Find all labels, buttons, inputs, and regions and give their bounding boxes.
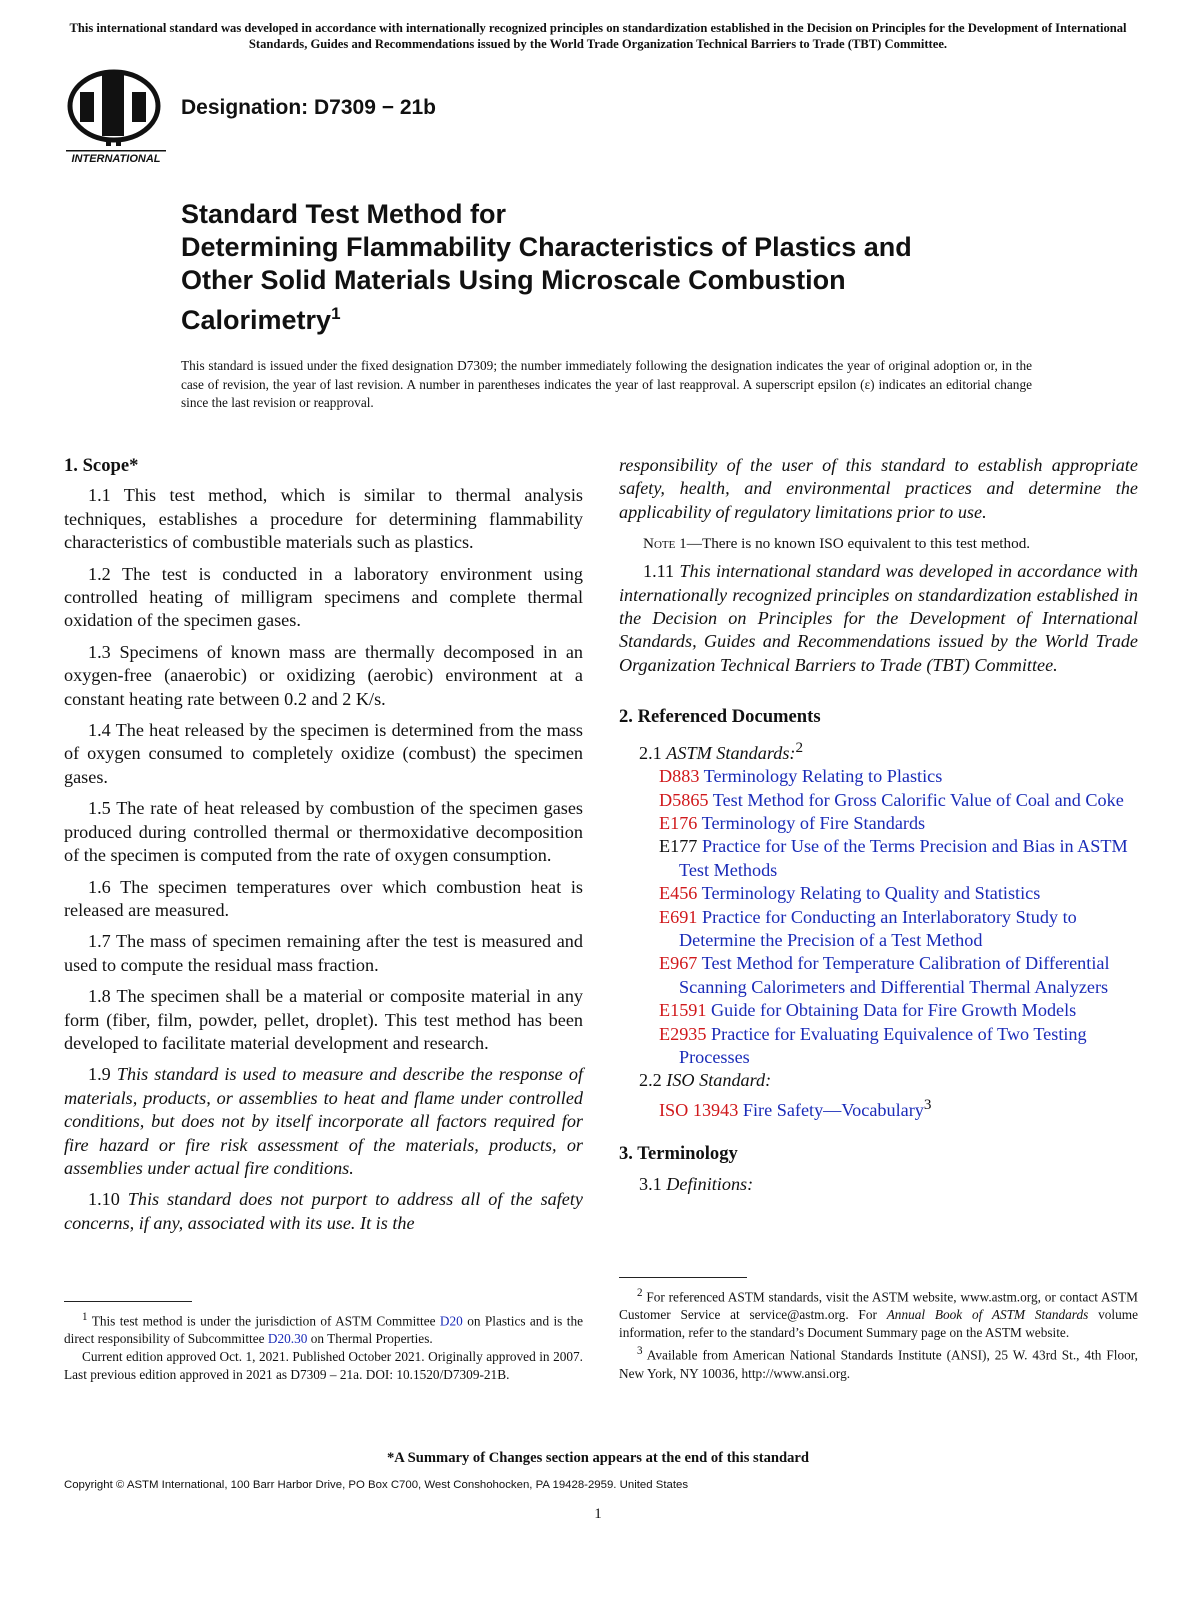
title-footnote-mark: 1 (331, 304, 341, 323)
ref-item[interactable]: E967 Test Method for Temperature Calibration of Differential Scanning Calorimeters and Differential Thermal Analyzers (659, 953, 1110, 997)
document-title (181, 198, 1061, 337)
paragraph-1-7: 1.7 The mass of specimen remaining after the test is measured and used to compute the residual mass fraction. (64, 931, 583, 975)
title-line-3: Other Solid Materials Using Microscale Combustion (181, 265, 846, 295)
link-d20-30[interactable]: D20.30 (267, 1331, 308, 1347)
title-line-2: Determining Flammability Characteristics of Plastics and (181, 232, 912, 262)
footnote-rule (619, 1277, 747, 1278)
footnote-1: $^1$ This test method is under the jurisdiction of ASTM Committee D20 on Plastics and is the direct responsibility of Subcommittee D20.30 on Thermal Properties. (64, 1311, 583, 1347)
title-line-1: Standard Test Method for (181, 199, 507, 229)
paragraph-1-5: 1.5 The rate of heat released by combustion of the specimen gases produced during controlled thermal or thermoxidative decomposition of the specimen is computed from the rate of oxygen consumption. (64, 798, 583, 866)
paragraph-1-4: 1.4 The heat released by the specimen is determined from the mass of oxygen consumed to completely oxidize (combust) the specimen gases. (64, 720, 584, 787)
paragraph-1-11: 1.11 This international standard was developed in accordance with internationally recognized principles on standardization established in the Decision on Principles for the Development of International Standards, Guides and Recommendations issued by the World Trade Organization Technical Barriers to Trade (TBT) Committee. (619, 561, 1138, 675)
ref-item[interactable]: E1591 Guide for Obtaining Data for Fire Growth Models (659, 1000, 1077, 1021)
astm-logo (64, 68, 168, 164)
ref-item[interactable]: E177 Practice for Use of the Terms Precision and Bias in ASTM Test Methods (659, 836, 1128, 880)
top-notice: This international standard was developed in accordance with internationally recognized principles on standardization established in the Decision on Principles for the Development of International Standards, Guides and Recommendations issued by the World Trade Organization Technical Barriers to Trade (TBT) Committee. (69, 21, 1127, 51)
ref-item[interactable]: D5865 Test Method for Gross Calorific Value of Coal and Coke (659, 789, 1124, 810)
section-referenced-heading: 2. Referenced Documents (619, 706, 821, 728)
footnote-1-edition: Current edition approved Oct. 1, 2021. Published October 2021. Originally approved in 2007. Last previous edition approved in 2021 as D7309 – 21a. DOI: 10.1520/D7309-21B. (64, 1349, 583, 1383)
link-d20[interactable]: D20 (439, 1313, 463, 1329)
ref-item[interactable]: D883 Terminology Relating to Plastics (659, 766, 943, 787)
logo-text: INTERNATIONAL (71, 153, 161, 164)
paragraph-1-1: 1.1 This test method, which is similar to thermal analysis techniques, establishes a procedure for determining flammability characteristics of combustible materials such as plastics. (64, 485, 583, 553)
section-terminology-heading: 3. Terminology (619, 1143, 738, 1165)
designation: Designation: D7309 − 21b (181, 96, 437, 119)
paragraph-1-10-continued: responsibility of the user of this standard to establish appropriate safety, health, and environmental practices and determine the applicability of regulatory limitations prior to use. (619, 455, 1138, 522)
intro-paragraph: This standard is issued under the fixed designation D7309; the number immediately following the designation indicates the year of original adoption or, in the case of revision, the year of last revision. A number in parentheses indicates the year of last reapproval. A superscript epsilon (ε) indicates an editorial change since the last revision or reapproval. (181, 358, 1032, 410)
paragraph-1-6: 1.6 The specimen temperatures over which combustion heat is released are measured. (64, 876, 583, 920)
title-line-4: Calorimetry$^1$ (181, 304, 341, 335)
ref-item[interactable]: E176 Terminology of Fire Standards (659, 812, 926, 833)
paragraph-1-3: 1.3 Specimens of known mass are thermally decomposed in an oxygen-free (anaerobic) or oxidizing (aerobic) environment at a constant heating rate between 0.2 and 2 K/s. (64, 641, 584, 709)
paragraph-1-8: 1.8 The specimen shall be a material or composite material in any form (fiber, film, powder, pellet, droplet). This test method has been developed to facilitate material development and research. (64, 986, 584, 1053)
paragraph-1-10: 1.10 This standard does not purport to address all of the safety concerns, if any, associated with its use. It is the (64, 1189, 583, 1233)
right-column (619, 454, 1138, 1196)
subsection-2-1: 2.1 ASTM Standards:$^2$ (639, 738, 804, 763)
ref-item-iso[interactable]: ISO 13943 Fire Safety—Vocabulary$^3$ (659, 1095, 932, 1120)
footnote-3: $^3$ Available from American National Standards Institute (ANSI), 25 W. 43rd St., 4th Floor, New York, NY 10036, http://www.ansi.org. (619, 1345, 1138, 1381)
ref-item[interactable]: E2935 Practice for Evaluating Equivalence of Two Testing Processes (659, 1023, 1087, 1067)
ref-item[interactable]: E456 Terminology Relating to Quality and Statistics (659, 883, 1041, 904)
footnotes-right (619, 1277, 1138, 1383)
paragraph-1-9: 1.9 This standard is used to measure and describe the response of materials, products, or assemblies to heat and flame under controlled conditions, but does not by itself incorporate all factors required for fire hazard or fire risk assessment of the materials, products, or assemblies under actual fire conditions. (64, 1064, 584, 1178)
section-scope-heading: 1. Scope* (64, 455, 139, 476)
footnote-2: $^2$ For referenced ASTM standards, visit the ASTM website, www.astm.org, or contact ASTM Customer Service at service@astm.org. For Annual Book of ASTM Standards volume information, refer to the standard’s Document Summary page on the ASTM website. (619, 1287, 1139, 1341)
left-column (64, 454, 583, 1243)
subsection-2-2: 2.2 ISO Standard: (639, 1070, 772, 1091)
ref-item[interactable]: E691 Practice for Conducting an Interlaboratory Study to Determine the Precision of a Test Method (659, 906, 1077, 950)
summary-notice: *A Summary of Changes section appears at the end of this standard (386, 1450, 810, 1466)
footnotes-left (64, 1301, 583, 1384)
page-number: 1 (594, 1506, 602, 1522)
copyright-line: Copyright © ASTM International, 100 Barr Harbor Drive, PO Box C700, West Conshohocken, PA 19428-2959. United States (64, 1479, 689, 1491)
subsection-3-1: 3.1 Definitions: (639, 1173, 754, 1194)
footnote-rule (64, 1301, 192, 1302)
paragraph-1-2: 1.2 The test is conducted in a laboratory environment using controlled heating of milligram specimens and complete thermal oxidation of the specimen gases. (64, 563, 583, 631)
note-1: Note 1—There is no known ISO equivalent to this test method. (643, 535, 1031, 553)
